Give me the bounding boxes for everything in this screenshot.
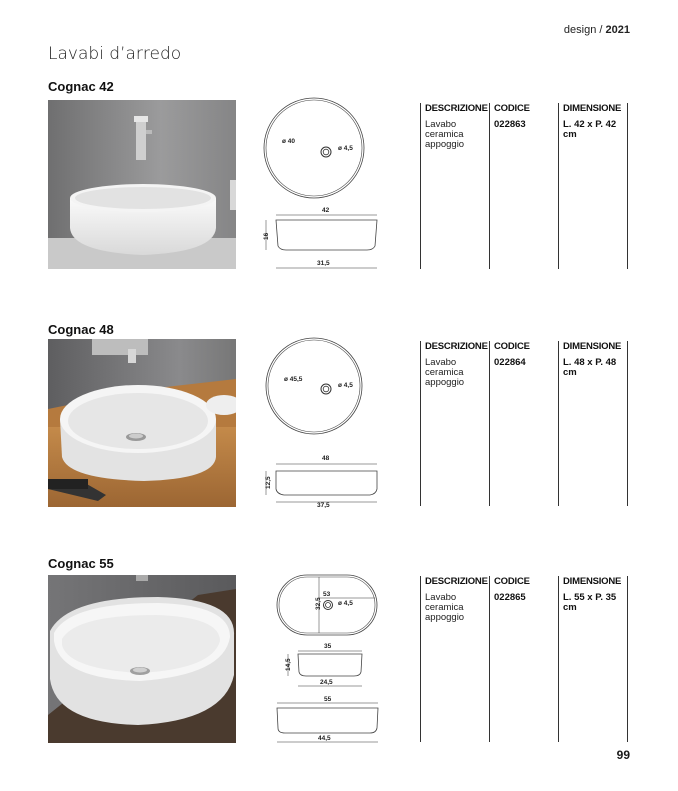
col-description xyxy=(420,341,490,506)
td-dimension: L. 55 x P. 35 cm xyxy=(563,592,617,613)
table-border xyxy=(627,341,632,506)
dim-drain: ø 4,5 xyxy=(338,600,353,607)
th-code: CODICE xyxy=(494,341,530,352)
dim-side-width: 35 xyxy=(324,643,332,650)
th-dimension: DIMENSIONE xyxy=(563,576,622,587)
col-code xyxy=(489,103,559,269)
spec-table xyxy=(420,341,630,506)
spec-table xyxy=(420,576,630,742)
product-name: Cognac 48 xyxy=(48,322,114,337)
th-code: CODICE xyxy=(494,576,530,587)
td-dimension: L. 42 x P. 42 cm xyxy=(563,119,617,140)
col-dimension xyxy=(558,341,628,506)
th-code: CODICE xyxy=(494,103,530,114)
col-description xyxy=(420,103,490,269)
th-description: DESCRIZIONE xyxy=(425,576,488,587)
product-photo xyxy=(48,100,236,269)
header-year: 2021 xyxy=(605,24,630,36)
dim-front-width: 55 xyxy=(324,696,332,703)
dim-outer-diameter: ø 40 xyxy=(282,138,296,145)
dim-height: 12,5 xyxy=(265,476,272,489)
dim-front-base: 44,5 xyxy=(318,735,331,742)
dim-width: 48 xyxy=(322,455,330,462)
dim-width: 42 xyxy=(322,207,330,214)
technical-drawing xyxy=(262,336,382,517)
td-dimension: L. 48 x P. 48 cm xyxy=(563,357,617,378)
technical-drawing xyxy=(262,572,382,753)
dim-base: 31,5 xyxy=(317,260,330,267)
dim-drain: ø 4,5 xyxy=(338,145,353,152)
td-code: 022863 xyxy=(494,119,526,130)
product-name: Cognac 55 xyxy=(48,556,114,571)
page-header xyxy=(564,24,630,36)
header-prefix: design / xyxy=(563,24,603,36)
dim-side-height: 14,5 xyxy=(285,658,292,671)
col-description xyxy=(420,576,490,742)
td-description: Lavabo ceramica appoggio xyxy=(425,357,465,388)
table-border xyxy=(627,103,632,269)
dim-outer-diameter: ø 45,5 xyxy=(284,376,303,383)
spec-table xyxy=(420,103,630,269)
dim-depth: 32,5 xyxy=(315,597,322,610)
td-code: 022864 xyxy=(494,357,526,368)
product-photo xyxy=(48,575,236,743)
col-code xyxy=(489,576,559,742)
dim-base: 37,5 xyxy=(317,502,330,509)
col-dimension xyxy=(558,103,628,269)
td-description: Lavabo ceramica appoggio xyxy=(425,119,465,150)
product-name: Cognac 42 xyxy=(48,79,114,94)
td-code: 022865 xyxy=(494,592,526,603)
dim-top-width: 53 xyxy=(323,591,331,598)
th-description: DESCRIZIONE xyxy=(425,341,488,352)
col-code xyxy=(489,341,559,506)
dim-side-base: 24,5 xyxy=(320,679,333,686)
technical-drawing xyxy=(262,96,382,277)
col-dimension xyxy=(558,576,628,742)
product-photo xyxy=(48,339,236,507)
page-number: 99 xyxy=(616,748,630,762)
td-description: Lavabo ceramica appoggio xyxy=(425,592,465,623)
th-dimension: DIMENSIONE xyxy=(563,341,622,352)
th-dimension: DIMENSIONE xyxy=(563,103,622,114)
page-title: Lavabi d’arredo xyxy=(48,44,182,64)
th-description: DESCRIZIONE xyxy=(425,103,488,114)
dim-height: 16 xyxy=(263,232,270,240)
dim-drain: ø 4,5 xyxy=(338,382,353,389)
table-border xyxy=(627,576,632,742)
